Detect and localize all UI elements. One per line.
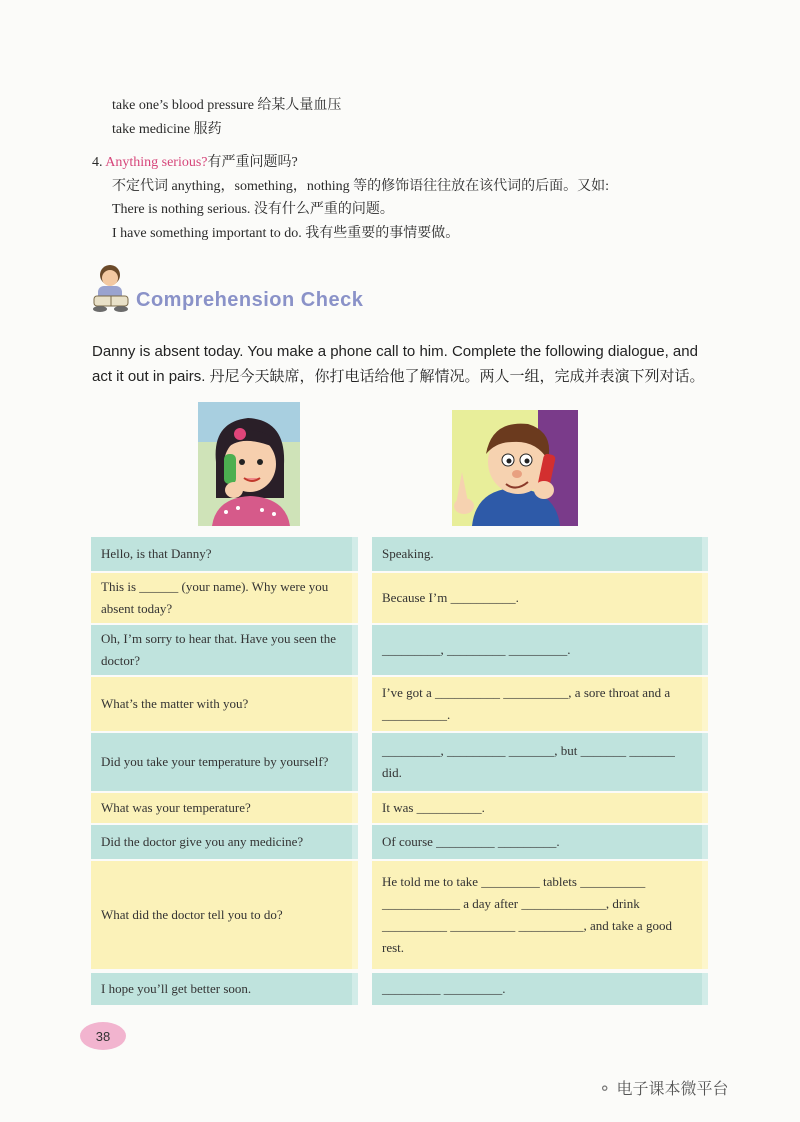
dialogue-question-3 bbox=[91, 625, 358, 675]
intro-line-1: Danny is absent today. You make a phone call to him. Complete the following dialogue, and bbox=[92, 343, 698, 360]
reading-boy-icon bbox=[90, 262, 134, 314]
answer-text: Of course _________ _________. bbox=[382, 834, 560, 849]
question-text: What was your temperature? bbox=[101, 800, 251, 815]
question-text: Did you take your temperature by yourself? bbox=[101, 754, 329, 769]
item-4-explanation: 不定代词 anything，something，nothing 等的修饰语往往放在该代词的后面。又如: bbox=[112, 179, 609, 194]
dialogue-answer-2 bbox=[372, 573, 708, 623]
item-4-chinese: 有严重问题吗? bbox=[207, 155, 298, 170]
question-text: Did the doctor give you any medicine? bbox=[101, 834, 304, 849]
answer-text: Because I’m __________. bbox=[382, 590, 519, 605]
dialogue-answer-8 bbox=[372, 861, 708, 969]
boy-on-phone-illustration bbox=[452, 410, 578, 526]
note-take-medicine: take medicine 服药 bbox=[112, 122, 222, 137]
dialogue-answer-5 bbox=[372, 733, 708, 791]
dialogue-answer-9 bbox=[372, 973, 708, 1005]
question-text: Hello, is that Danny? bbox=[101, 546, 212, 561]
wechat-icon: ⚬ bbox=[598, 1079, 612, 1098]
dialogue-question-9 bbox=[91, 973, 358, 1005]
watermark-text: 电子课本微平台 bbox=[616, 1079, 729, 1098]
dialogue-answer-1 bbox=[372, 537, 708, 571]
item-4-example-2: I have something important to do. 我有些重要的事情要做。 bbox=[112, 226, 460, 241]
dialogue-answer-3 bbox=[372, 625, 708, 675]
item-4-heading bbox=[92, 153, 298, 173]
question-text: I hope you’ll get better soon. bbox=[101, 981, 252, 996]
answer-text: Speaking. bbox=[382, 546, 434, 561]
item-4-example-1: There is nothing serious. 没有什么严重的问题。 bbox=[112, 202, 394, 217]
question-text: This is ______ (your name). Why were you absent today? bbox=[101, 579, 329, 616]
question-text: What’s the matter with you? bbox=[101, 696, 249, 711]
dialogue-question-1 bbox=[91, 537, 358, 571]
page-number bbox=[80, 1022, 126, 1050]
dialogue-question-6 bbox=[91, 793, 358, 823]
question-text: What did the doctor tell you to do? bbox=[101, 907, 283, 922]
page-number-text: 38 bbox=[95, 1028, 111, 1044]
dialogue-answer-7 bbox=[372, 825, 708, 859]
watermark bbox=[598, 1076, 729, 1099]
dialogue-question-8 bbox=[91, 861, 358, 969]
item-4-phrase: Anything serious? bbox=[105, 155, 208, 170]
answer-text: _________ _________. bbox=[382, 981, 506, 996]
dialogue-question-7 bbox=[91, 825, 358, 859]
answer-text: He told me to take _________ tablets __________ ____________ a day after _____________, drink __________ __________ __________, and take a good rest. bbox=[382, 874, 672, 955]
dialogue-answer-4 bbox=[372, 677, 708, 731]
girl-on-phone-illustration bbox=[198, 402, 300, 526]
answer-text: It was __________. bbox=[382, 800, 485, 815]
answer-text: _________, _________ _________. bbox=[382, 642, 571, 657]
dialogue-answer-6 bbox=[372, 793, 708, 823]
question-text: Oh, I’m sorry to hear that. Have you seen the doctor? bbox=[101, 631, 337, 668]
dialogue-question-5 bbox=[91, 733, 358, 791]
dialogue-question-2 bbox=[91, 573, 358, 623]
section-title: Comprehension Check bbox=[136, 289, 364, 311]
answer-text: _________, _________ _______, but _______ _______ did. bbox=[382, 743, 675, 780]
answer-text: I’ve got a __________ __________, a sore throat and a __________. bbox=[382, 685, 671, 722]
intro-line-2: act it out in pairs. 丹尼今天缺席，你打电话给他了解情况。两人一组，完成并表演下列对话。 bbox=[92, 368, 705, 385]
dialogue-question-4 bbox=[91, 677, 358, 731]
item-4-number: 4. bbox=[92, 155, 103, 170]
note-blood-pressure: take one’s blood pressure 给某人量血压 bbox=[112, 98, 342, 113]
